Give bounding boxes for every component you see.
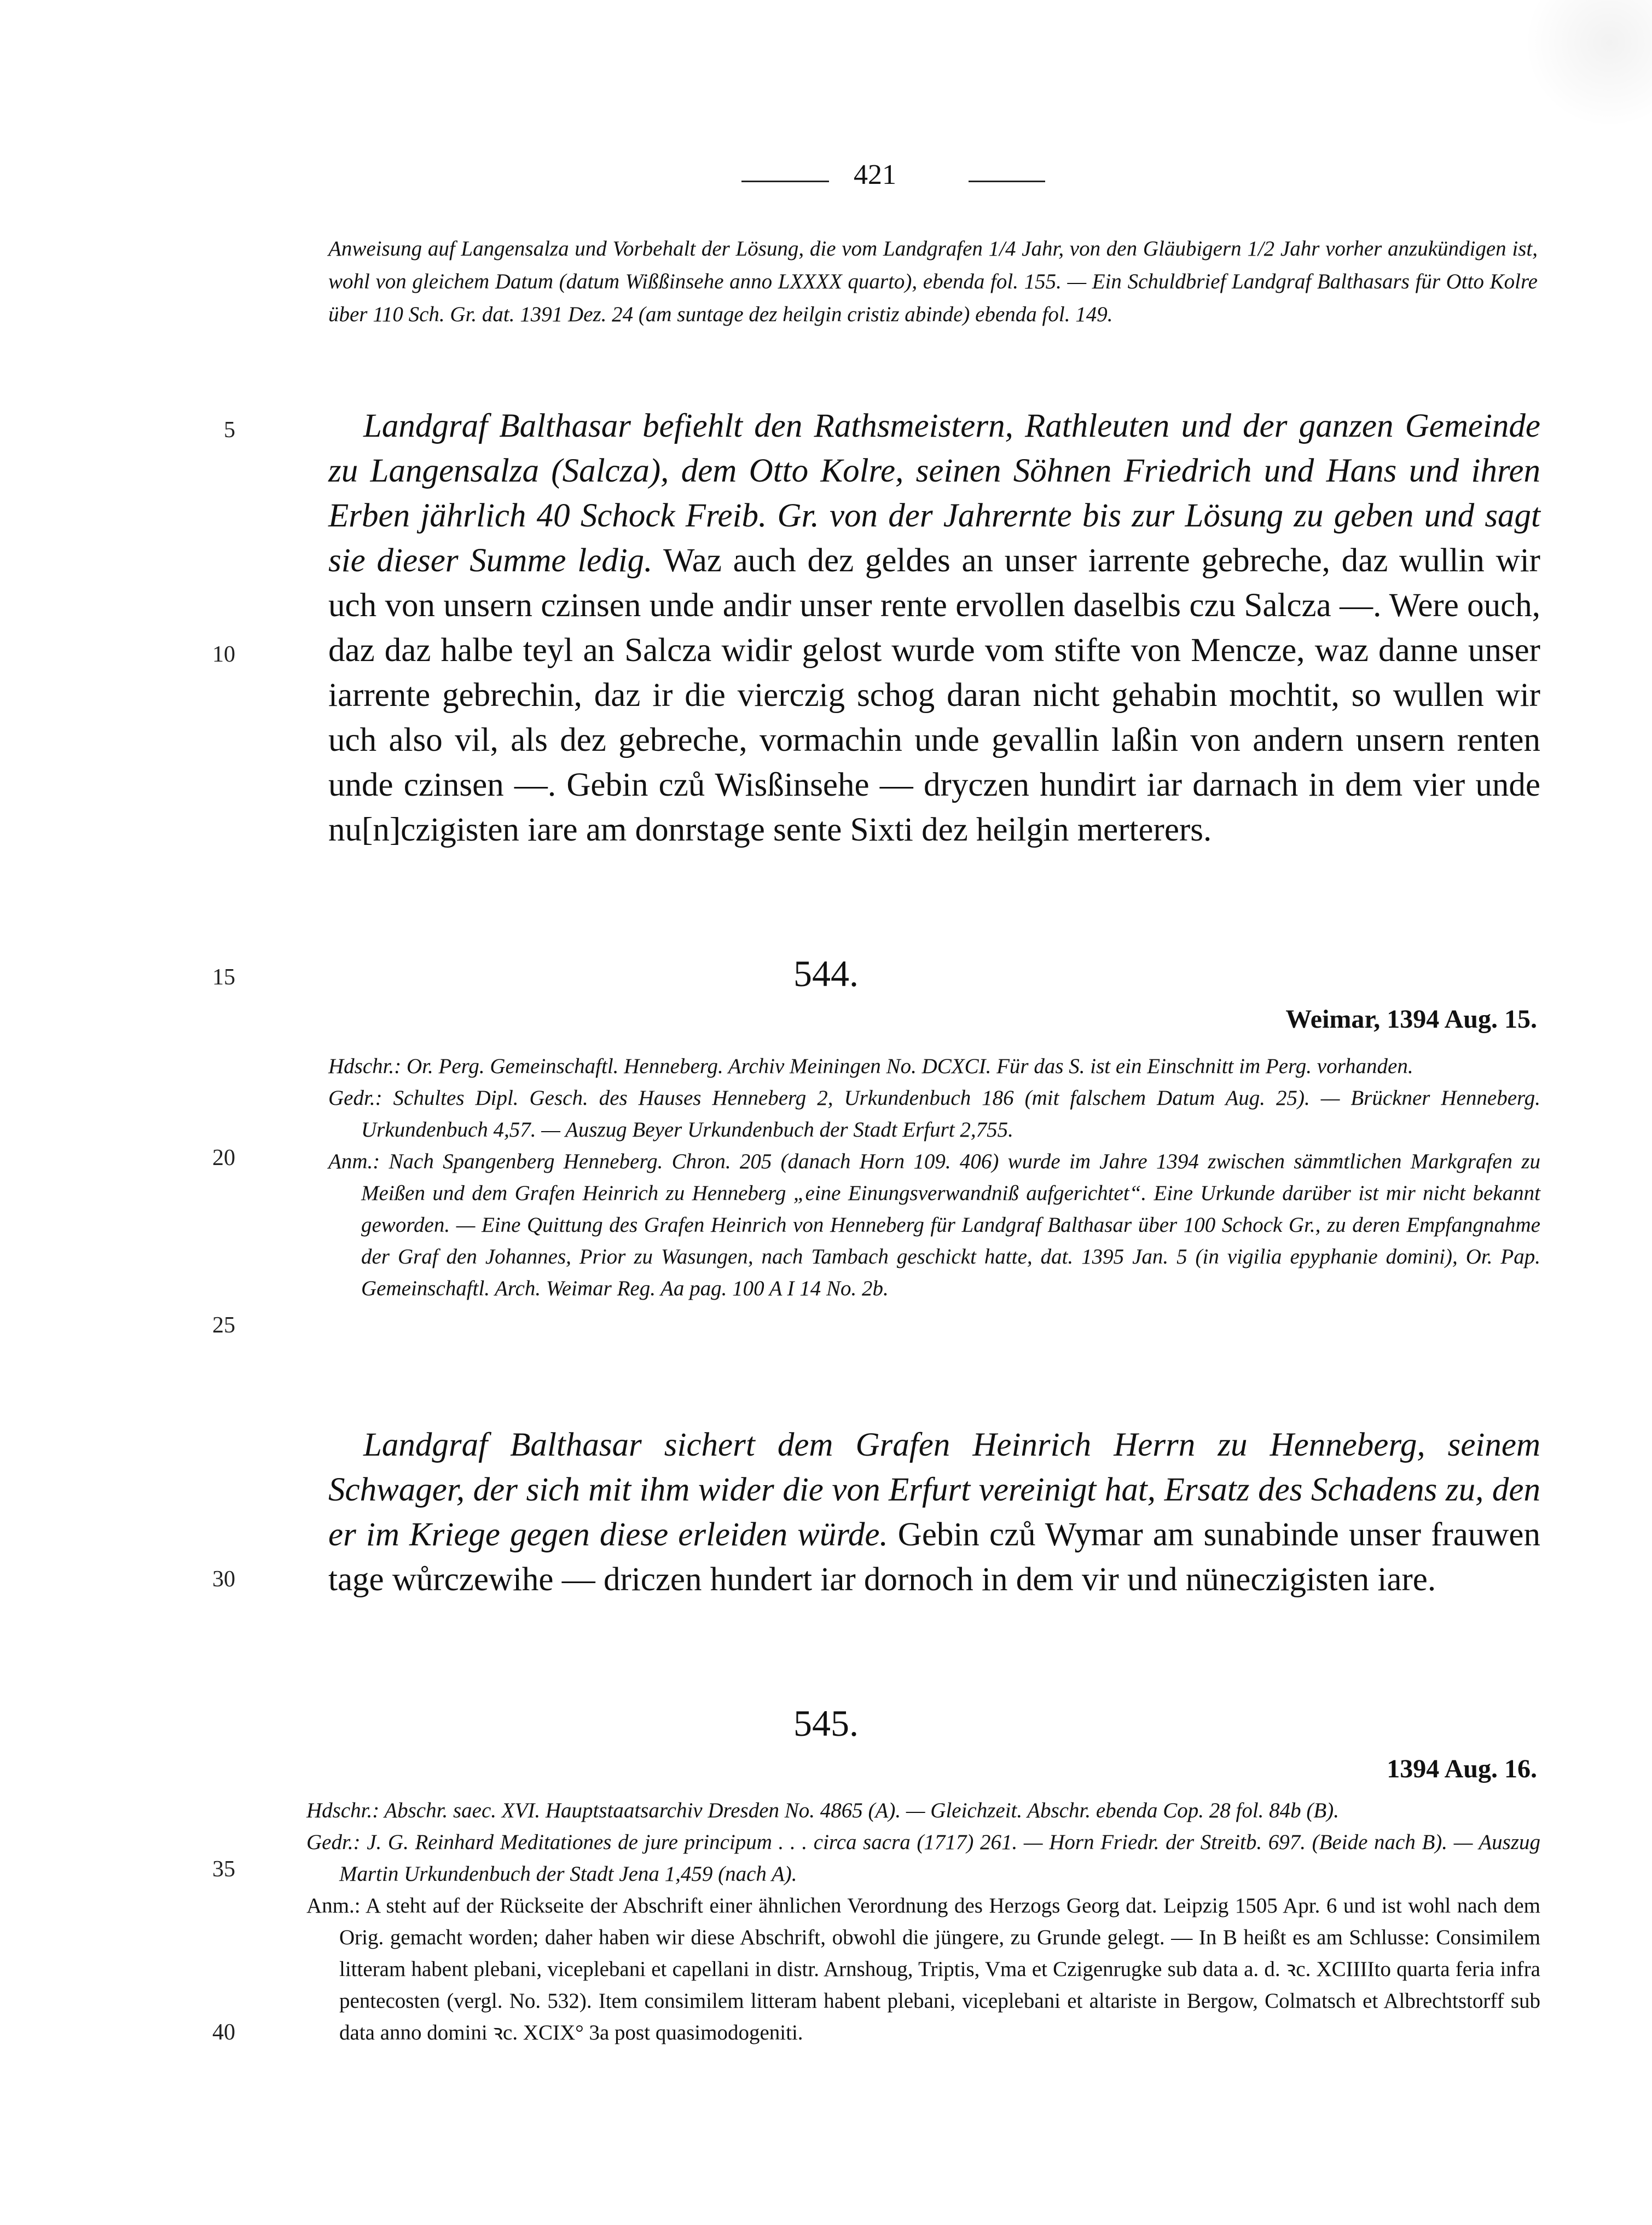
doc545-number: 545. [793, 1702, 859, 1744]
doc544-sources [328, 1051, 1540, 1305]
doc544-source-gedr: Gedr.: Schultes Dipl. Gesch. des Hauses Henneberg 2, Urkundenbuch 186 (mit falschem Datum Aug. 25). — Brückner Henneberg. Urkundenbuch 4,57. — Auszug Beyer Urkundenbuch der Stadt Erfurt 2,755. [328, 1086, 1540, 1142]
doc544-text [328, 1423, 1540, 1602]
line-number: 10 [212, 642, 235, 667]
scan-specks [1510, 0, 1652, 142]
intro-note [328, 233, 1538, 331]
doc544-source-anm: Anm.: Nach Spangenberg Henneberg. Chron. 205 (danach Horn 109. 406) wurde im Jahre 1394 zwischen sämmtlichen Markgrafen zu Meißen und dem Grafen Heinrich zu Henneberg „eine Einungsverwandniß aufgerichtet“. Eine Urkunde darüber ist mir nicht bekannt geworden. — Eine Quittung des Grafen Heinrich von Henneberg für Landgraf Balthasar über 100 Schock Gr., zu deren Empfangnahme der Graf den Johannes, Prior zu Wasungen, nach Tambach geschickt hatte, dat. 1395 Jan. 5 (in vigilia epyphanie domini), Or. Pap. Gemeinschaftl. Arch. Weimar Reg. Aa pag. 100 A I 14 No. 2b. [328, 1150, 1540, 1300]
page-number: 421 [854, 159, 896, 190]
line-number: 15 [212, 965, 235, 990]
doc543-text [328, 404, 1540, 853]
line-number: 25 [212, 1313, 235, 1338]
doc545-source-gedr: Gedr.: J. G. Reinhard Meditationes de jure principum . . . circa sacra (1717) 261. — Horn Friedr. der Streitb. 697. (Beide nach B). — Auszug Martin Urkundenbuch der Stadt Jena 1,459 (nach A). [306, 1830, 1540, 1886]
doc543-regest: Landgraf Balthasar befiehlt den Rathsmeistern, Rathleuten und der ganzen Gemeinde zu Langensalza (Salcza), dem Otto Kolre, seinen Söhnen Friedrich und Hans und ihren Erben jährlich 40 Schock Freib. Gr. von der Jahrernte bis zur Lösung zu geben und sagt sie dieser Summe ledig. [328, 408, 1540, 579]
doc544-regest: Landgraf Balthasar sichert dem Grafen Heinrich Herrn zu Henneberg, seinem Schwager, der sich mit ihm wider die von Erfurt vereinigt hat, Ersatz des Schadens zu, den er im Kriege gegen diese erleiden würde. [328, 1427, 1540, 1553]
doc545-sources [306, 1795, 1540, 2049]
intro-note-text: Anweisung auf Langensalza und Vorbehalt der Lösung, die vom Landgrafen 1/4 Jahr, von den Gläubigern 1/2 Jahr vorher anzukündigen ist, wohl von gleichem Datum (datum Wißßinsehe anno LXXXX quarto), ebenda fol. 155. — Ein Schuldbrief Landgraf Balthasars für Otto Kolre über 110 Sch. Gr. dat. 1391 Dez. 24 (am suntage dez heilgin cristiz abinde) ebenda fol. 149. [328, 237, 1538, 326]
doc543-paragraph [328, 404, 1540, 853]
doc545-source-anm: Anm.: A steht auf der Rückseite der Abschrift einer ähnlichen Verordnung des Herzogs Georg dat. Leipzig 1505 Apr. 6 und ist wohl nach dem Orig. gemacht worden; daher haben wir diese Abschrift, obwohl die jüngere, zu Grunde gelegt. — In B heißt es am Schlusse: Consimilem litteram habent plebani, viceplebani et capellani in distr. Arnshoug, Triptis, Vma et Czigenrugke sub data a. d. ꝛc. XCIIIIto quarta feria infra pentecosten (vergl. No. 532). Item consimilem litteram habent plebani, viceplebani et altariste in Bergow, Colmatsch et Albrechtstorff sub data anno domini ꝛc. XCIX° 3a post quasimodogeniti. [306, 1894, 1540, 2044]
doc544-number: 544. [793, 953, 859, 994]
header-rule-left [741, 181, 829, 182]
line-number: 40 [212, 2020, 235, 2045]
doc544-body: Gebin czů Wymar am sunabinde unser frauwen tage wůrczewihe — driczen hundert iar dornoch in dem vir und nüneczigisten iare. [328, 1516, 1541, 1598]
doc544-source-hdschr: Hdschr.: Or. Perg. Gemeinschaftl. Henneberg. Archiv Meiningen No. DCXCI. Für das S. ist ein Einschnitt im Perg. vorhanden. [328, 1054, 1413, 1078]
line-number: 35 [212, 1857, 235, 1882]
line-number: 5 [224, 418, 235, 443]
doc544-dateline: Weimar, 1394 Aug. 15. [1285, 1005, 1537, 1034]
line-number: 30 [212, 1567, 235, 1592]
doc543-body: Waz auch dez geldes an unser iarrente gebreche, daz wullin wir uch von unsern czinsen unde andir unser rente ervollen daselbis czu Salcza —. Were ouch, daz daz halbe teyl an Salcza widir gelost wurde vom stifte von Mencze, waz danne unser iarrente gebrechin, daz ir die vierczig schog daran nicht gehabin mochtit, so wullen wir uch also vil, als dez gebreche, vormachin unde gevallin laßin von andern unsern renten unde czinsen —. Gebin czů Wisßinsehe — dryczen hundirt iar darnach in dem vier unde nu[n]czigisten iare am donrstage sente Sixti dez heilgin merterers. [328, 542, 1540, 848]
doc545-dateline: 1394 Aug. 16. [1387, 1754, 1537, 1783]
header-rule-right [969, 181, 1045, 182]
page-header [0, 159, 1652, 202]
doc544-paragraph [328, 1423, 1540, 1602]
doc545-source-hdschr: Hdschr.: Abschr. saec. XVI. Hauptstaatsarchiv Dresden No. 4865 (A). — Gleichzeit. Abschr. ebenda Cop. 28 fol. 84b (B). [306, 1799, 1339, 1822]
line-number: 20 [212, 1145, 235, 1171]
